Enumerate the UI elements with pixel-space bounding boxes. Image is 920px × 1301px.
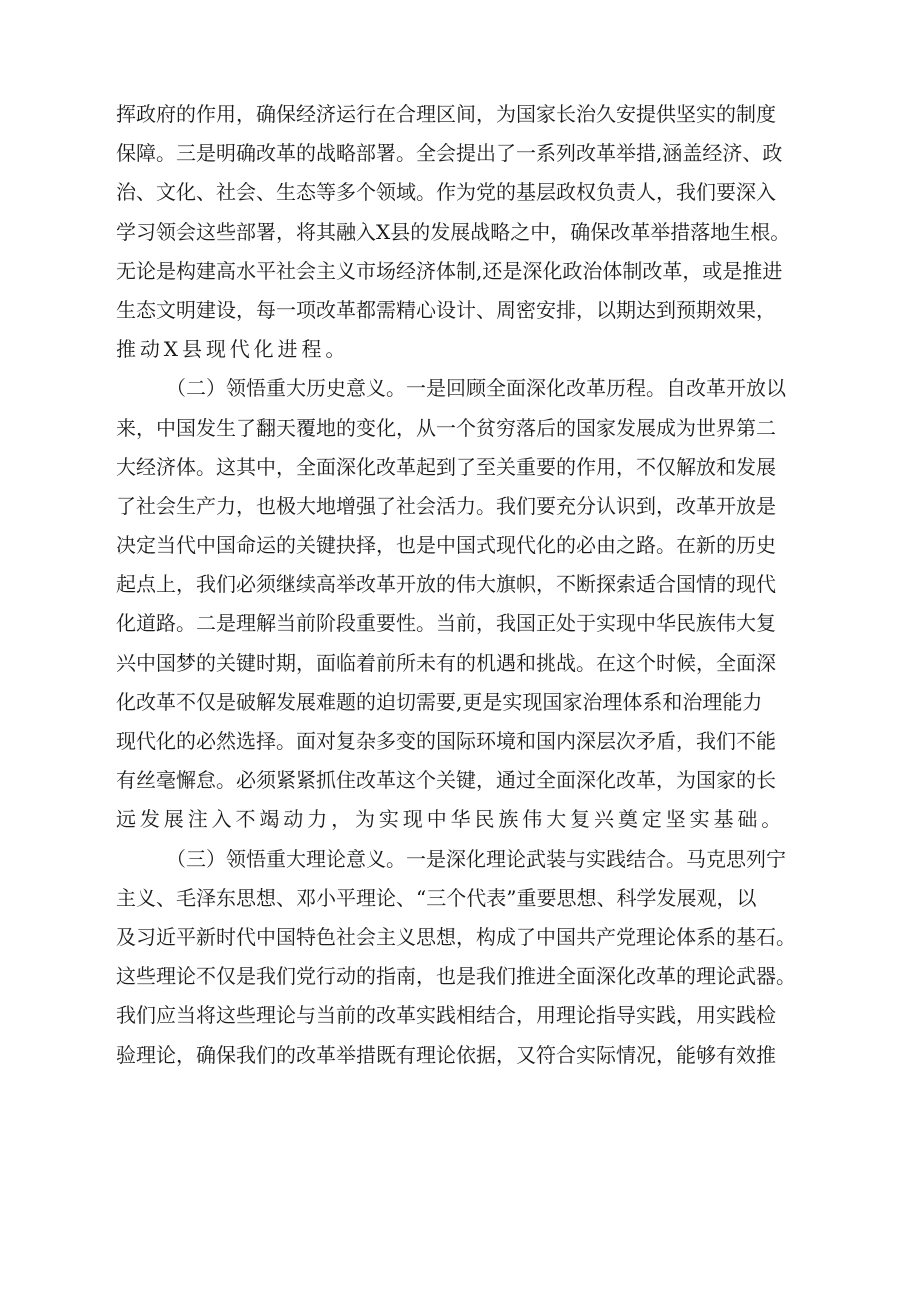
text-line: 决定当代中国命运的关键抉择，也是中国式现代化的必由之路。在新的历史 <box>116 533 776 558</box>
text-line: 我们应当将这些理论与当前的改革实践相结合，用理论指导实践，用实践检 <box>116 1003 776 1028</box>
text-line: 治、文化、社会、生态等多个领域。作为党的基层政权负责人，我们要深入 <box>116 180 776 205</box>
text-line: 推动X县现代化进程。 <box>116 337 350 362</box>
text-line: 化道路。二是理解当前阶段重要性。当前，我国正处于实现中华民族伟大复 <box>116 611 776 636</box>
text-line: 挥政府的作用，确保经济运行在合理区间，为国家长治久安提供坚实的制度 <box>116 102 776 126</box>
section-heading-line: （二）领悟重大历史意义。一是回顾全面深化改革历程。自改革开放以 <box>166 376 786 401</box>
text-line: 化改革不仅是破解发展难题的迫切需要,更是实现国家治理体系和治理能力 <box>116 689 763 714</box>
text-line: 大经济体。这其中，全面深化改革起到了至关重要的作用，不仅解放和发展 <box>116 454 776 479</box>
text-line: 主义、毛泽东思想、邓小平理论、“三个代表”重要思想、科学发展观，以 <box>116 885 757 910</box>
text-line: 无论是构建高水平社会主义市场经济体制,还是深化政治体制改革，或是推进 <box>116 258 783 283</box>
text-line: 学习领会这些部署，将其融入X县的发展战略之中，确保改革举措落地生根。 <box>116 219 791 244</box>
text-line: 及习近平新时代中国特色社会主义思想，构成了中国共产党理论体系的基石。 <box>116 924 796 949</box>
text-line: 这些理论不仅是我们党行动的指南，也是我们推进全面深化改革的理论武器。 <box>116 964 796 989</box>
text-line: 起点上，我们必须继续高举改革开放的伟大旗帜，不断探索适合国情的现代 <box>116 572 776 597</box>
body-text <box>116 95 840 1075</box>
section-heading-line: （三）领悟重大理论意义。一是深化理论武装与实践结合。马克思列宁 <box>166 846 786 871</box>
text-line: 现代化的必然选择。面对复杂多变的国际环境和国内深层次矛盾，我们不能 <box>116 729 776 753</box>
text-line: 远发展注入不竭动力，为实现中华民族伟大复兴奠定坚实基础。 <box>116 807 786 832</box>
text-line: 有丝毫懈怠。必须紧紧抓住改革这个关键，通过全面深化改革，为国家的长 <box>116 768 776 793</box>
text-line: 来，中国发生了翻天覆地的变化，从一个贫穷落后的国家发展成为世界第二 <box>116 415 776 440</box>
text-line: 生态文明建设，每一项改革都需精心设计、周密安排，以期达到预期效果， <box>116 297 776 322</box>
text-line: 兴中国梦的关键时期，面临着前所未有的机遇和挑战。在这个时候，全面深 <box>116 650 776 675</box>
text-line: 保障。三是明确改革的战略部署。全会提出了一系列改革举措,涵盖经济、政 <box>116 141 783 166</box>
text-line: 了社会生产力，也极大地增强了社会活力。我们要充分认识到，改革开放是 <box>116 493 776 518</box>
text-line: 验理论，确保我们的改革举措既有理论依据，又符合实际情况，能够有效推 <box>116 1042 776 1067</box>
